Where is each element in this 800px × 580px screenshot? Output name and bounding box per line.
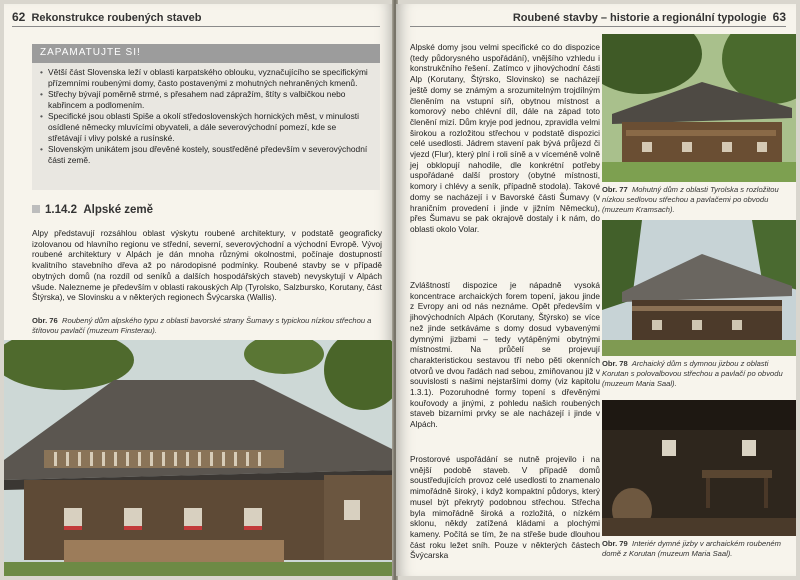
figure-76-caption bbox=[32, 316, 384, 336]
figure-77-label: Obr. 77 bbox=[602, 185, 628, 194]
figure-76-photo bbox=[4, 340, 394, 576]
body-paragraph: Zvláštností dispozice je nápadně vysoká koncentrace archaických forem topení, jakou jinde z Evropy ani od nás neznáme. Opět především v jihovýchodních Alpách (Korutany, Štýrsko) se více než jinde setkáváme s domy dosud vybavenými dymnými jizbami – tedy vytápěnými obytnými místnostmi. Na průčelí se projevují charakteristickou sestavou tří nebo pěti okenních otvorů ve dvou řadách nad sebou, zmiňovanou již v souvislosti s našimi nejstaršími domy (viz kapitolu 1.3.1). Pozoruhodné formy topení s dřevěnými kouřovody a jinými, z pohledu našich roubených staveb bizarními prvky se ale nacházejí i jinde v Alpách. bbox=[410, 280, 600, 430]
remember-item: • Větší část Slovenska leží v oblasti karpatského oblouku, vyznačujícího se specifickými přízemními roubenými domy, často postavenými z mohutných nehraněných kmenů. bbox=[48, 67, 372, 88]
remember-item: • Střechy bývají poměrně strmé, s přesahem nad zápražím, štíty s valbičkou nebo kabřincem a podlomením. bbox=[48, 89, 372, 110]
section-marker-icon bbox=[32, 205, 40, 213]
figure-77-caption bbox=[602, 185, 792, 215]
remember-box bbox=[32, 44, 380, 190]
remember-item: • Slovenským unikátem jsou dřevěné kostely, soustředěné především v severovýchodní části země. bbox=[48, 144, 372, 165]
figure-76-label: Obr. 76 bbox=[32, 316, 58, 325]
left-page-number: 62 bbox=[12, 10, 26, 24]
right-running-head bbox=[513, 10, 786, 24]
right-page bbox=[396, 4, 796, 576]
right-page-number: 63 bbox=[772, 10, 786, 24]
left-header-rule bbox=[12, 26, 380, 27]
figure-76-caption-text: Roubený dům alpského typu z oblasti bavorské strany Šumavy s typickou nízkou střechou a štítovou pavlačí (muzeum Finsterau). bbox=[32, 316, 372, 335]
figure-78-caption bbox=[602, 359, 792, 389]
left-page bbox=[4, 4, 394, 576]
figure-78-caption-text: Archaický dům s dymnou jizbou z oblasti Korutan s polovalbovou střechou a pavlačí po obvodu (muzeum Maria Saal). bbox=[602, 359, 783, 388]
right-header-rule bbox=[410, 26, 786, 27]
figure-79-label: Obr. 79 bbox=[602, 539, 628, 548]
figure-79-photo bbox=[602, 400, 796, 536]
figure-79-caption-text: Interiér dymné jizby v archaickém roubeném domě z Korutan (muzeum Maria Saal). bbox=[602, 539, 781, 558]
right-running-title: Roubené stavby – historie a regionální typologie bbox=[512, 12, 767, 24]
body-paragraph: Prostorové uspořádání se nutně projevilo i na vnější podobě staveb. V případě domů soustředujících provoz celé usedlosti to znamenalo mimořádně široký, i když kompaktní půdorys, který musel být překrytý podobnou střechou. Střecha byla mimořádně široká a rozložitá, o nízkém sklonu, někdy zatížená kládami a plochými kameny. Počítá se tím, že na střeše bude dlouhou část roku ležet sníh. Pouze v některých částech Švýcarska bbox=[410, 454, 600, 561]
left-running-head bbox=[12, 10, 201, 24]
figure-78-label: Obr. 78 bbox=[602, 359, 628, 368]
figure-79-caption bbox=[602, 539, 792, 559]
remember-item: • Specifické jsou oblasti Spiše a okolí středoslovenských hornických měst, v minulosti osídlené německy mluvícími obyvateli, a dále severovýchodní pomezí, kde se střetávají i vlivy polské a rusínské. bbox=[48, 111, 372, 143]
body-paragraph: Alpské domy jsou velmi specifické co do dispozice (tedy půdorysného uspořádání), vnějšího vzhledu i konstrukčního řešení. Zatímco v jihovýchodní části Alp (Korutany, Štýrsko, Slovinsko) se nacházejí ještě domy se známým a srozumitelným trojdílným členěním na vstupní síň, obytnou místnost a komorový nebo chlévní díl, dále na západ toto členění mizí. Dům kryje pod jednou, zpravidla velmi širokou a rozložitou střechou v podstatě dispozici celé usedlosti. Jádrem stavení pak bývá průjezd či vjezd (Flur), který plní i roli síně a v víceméně volně jej obklopují nahodile, dle konkrétní potřeby uspořádané další prostory (obytné místnosti, komory i chlévy a seník, případně stodola). Takové domy se nacházejí i v Bavorské části Šumavy (v hraničním provedení i jinde v jižním Německu), přes Šumavu se pak okrajově dostaly i k nám, do oblasti okolo Volar. bbox=[410, 42, 600, 234]
section-heading bbox=[32, 204, 153, 216]
figure-77-caption-text: Mohutný dům z oblasti Tyrolska s rozložitou nízkou sedlovou střechou a pavlačemi po obvodu (muzeum Kramsach). bbox=[602, 185, 779, 214]
left-running-title: Rekonstrukce roubených staveb bbox=[31, 12, 202, 24]
figure-77-photo bbox=[602, 34, 796, 182]
section-number: 1.14.2 bbox=[45, 204, 77, 216]
body-paragraph: Alpy představují rozsáhlou oblast výskytu roubené architektury, v podstatě geograficky izolovanou od hlavního regionu ve střední, severní, severovýchodní a východní Evropě. Vývoj roubené architektury v Alpách je dán mnoha různými okolnostmi, počínaje dostupností kvalitního stavebního dřeva až po národopisné podmínky. Roubené stavby se v případě obytných domů (na rozdíl od seníků a dalších hospodářských staveb) nevyskytují v Alpách všude. Nalezneme je především v oblasti rakouských Alp (Tyrolsko, Salzbursko, Korutany, část Štýrska), ve Slovinsku a v některých regionech Švýcarska (Wallis). bbox=[32, 228, 382, 303]
section-title: Alpské země bbox=[83, 204, 154, 216]
figure-78-photo bbox=[602, 220, 796, 356]
remember-list bbox=[32, 67, 380, 165]
remember-box-heading: ZAPAMATUJTE SI! bbox=[32, 44, 380, 63]
